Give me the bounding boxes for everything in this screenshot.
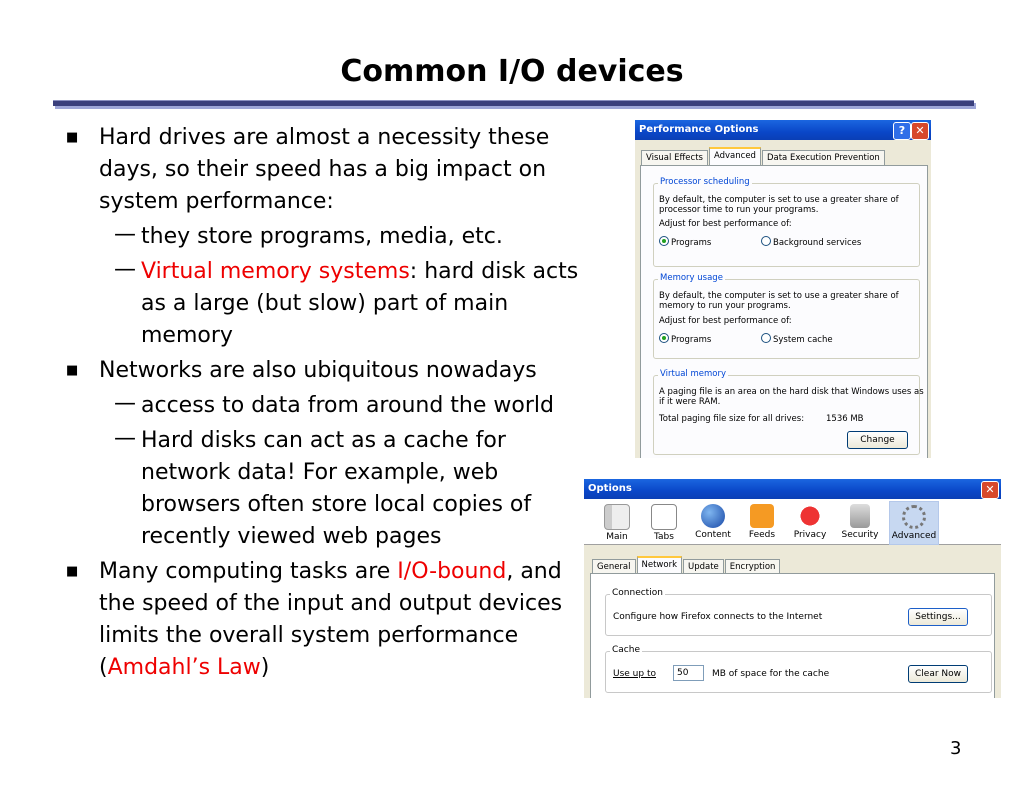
tab-strip — [592, 559, 781, 574]
group-legend: Virtual memory — [660, 369, 726, 379]
dash-bullet-icon: — — [114, 257, 136, 282]
tab-encryption[interactable]: Encryption — [725, 559, 781, 574]
radio-selected-icon — [659, 236, 669, 246]
radio-programs[interactable] — [659, 333, 711, 345]
cache-unit-label: MB of space for the cache — [712, 669, 830, 679]
square-bullet-icon: ■ — [66, 564, 79, 579]
tabs-icon — [651, 504, 677, 530]
cache-use-label: Use up to — [613, 669, 656, 679]
dash-bullet-icon: — — [114, 426, 136, 451]
slide-title: Common I/O devices — [340, 54, 684, 89]
square-bullet-icon: ■ — [66, 363, 79, 378]
dash-bullet-icon: — — [114, 222, 136, 247]
cache-size-input[interactable]: 50 — [673, 665, 704, 681]
sub-bullet-text: access to data from around the world — [141, 393, 554, 418]
group-description: if it were RAM. — [659, 397, 721, 407]
group-legend: Cache — [612, 645, 640, 655]
connection-group — [605, 588, 992, 636]
tool-label: Privacy — [793, 530, 827, 540]
group-description: memory to run your programs. — [659, 301, 791, 311]
dash-bullet-icon: — — [114, 391, 136, 416]
rss-feed-icon — [750, 504, 774, 528]
close-icon[interactable]: ✕ — [911, 122, 929, 140]
main-icon — [604, 504, 630, 530]
firefox-options-dialog — [584, 479, 1001, 698]
highlight-virtual-memory: Virtual memory systems — [141, 259, 410, 284]
lock-icon — [850, 504, 870, 528]
tool-feeds[interactable] — [738, 501, 786, 543]
page-number: 3 — [950, 738, 962, 759]
tool-label: Advanced — [891, 531, 937, 541]
sub-bullet-access — [66, 390, 596, 422]
group-description: By default, the computer is set to use a greater share of — [659, 195, 899, 205]
title-divider — [53, 100, 974, 106]
bullet-list — [66, 122, 596, 687]
bullet-text: , and the speed of the input and output devices limits the overall system performance ( — [99, 559, 563, 680]
tab-network[interactable]: Network — [637, 556, 683, 574]
radio-background-services[interactable] — [761, 236, 861, 248]
group-legend: Memory usage — [660, 273, 723, 283]
highlight-amdahls-law: Amdahl’s Law — [107, 655, 261, 680]
performance-options-dialog — [635, 120, 931, 458]
group-description: processor time to run your programs. — [659, 205, 819, 215]
dialog-title: Performance Options — [639, 124, 759, 135]
tool-label: Security — [841, 530, 879, 540]
sub-bullet-text: Hard disks can act as a cache for network data! For example, web browsers often store local copies of recently viewed web pages — [141, 428, 532, 549]
cache-group — [605, 645, 992, 693]
adjust-label: Adjust for best performance of: — [659, 316, 792, 326]
tool-label: Tabs — [654, 532, 674, 542]
bullet-networks — [66, 355, 596, 387]
tool-label: Main — [606, 532, 628, 542]
bullet-io-bound — [66, 556, 596, 684]
sub-bullet-text: they store programs, media, etc. — [141, 224, 503, 249]
radio-system-cache[interactable] — [761, 333, 833, 345]
tab-strip — [641, 150, 886, 165]
tool-label: Feeds — [748, 530, 776, 540]
paging-total-label: Total paging file size for all drives: — [659, 414, 805, 424]
tool-tabs[interactable] — [640, 501, 688, 543]
gear-icon — [902, 505, 926, 529]
tab-advanced[interactable]: Advanced — [709, 147, 761, 165]
processor-scheduling-group — [653, 177, 920, 267]
bullet-text: ) — [260, 655, 270, 680]
group-description: A paging file is an area on the hard disk that Windows uses as — [659, 387, 924, 397]
tab-general[interactable]: General — [592, 559, 636, 574]
radio-unselected-icon — [761, 333, 771, 343]
radio-label: System cache — [773, 335, 833, 345]
dialog-titlebar — [584, 479, 1001, 499]
tool-content[interactable] — [689, 501, 737, 543]
clear-now-button[interactable]: Clear Now — [908, 665, 968, 683]
settings-button[interactable]: Settings... — [908, 608, 968, 626]
dialog-title: Options — [588, 483, 632, 494]
group-legend: Connection — [612, 588, 663, 598]
tab-panel — [640, 165, 928, 458]
tool-privacy[interactable] — [786, 501, 834, 543]
sub-bullet-programs — [66, 221, 596, 253]
radio-programs[interactable] — [659, 236, 711, 248]
memory-usage-group — [653, 273, 920, 359]
sub-bullet-virtual-memory — [66, 256, 596, 352]
radio-label: Programs — [671, 238, 712, 248]
group-description: By default, the computer is set to use a greater share of — [659, 291, 899, 301]
bullet-text: Networks are also ubiquitous nowadays — [99, 358, 537, 383]
tab-data-execution-prevention[interactable]: Data Execution Prevention — [762, 150, 885, 165]
tool-security[interactable] — [836, 501, 884, 543]
square-bullet-icon: ■ — [66, 130, 79, 145]
highlight-io-bound: I/O-bound — [397, 559, 507, 584]
tab-visual-effects[interactable]: Visual Effects — [641, 150, 708, 165]
radio-unselected-icon — [761, 236, 771, 246]
help-icon[interactable]: ? — [893, 122, 911, 140]
bullet-hard-drives — [66, 122, 596, 218]
dialog-titlebar — [635, 120, 931, 140]
group-legend: Processor scheduling — [660, 177, 750, 187]
tool-advanced[interactable] — [889, 501, 939, 545]
adjust-label: Adjust for best performance of: — [659, 219, 792, 229]
close-icon[interactable]: ✕ — [981, 481, 999, 499]
globe-icon — [701, 504, 725, 528]
tool-label: Content — [695, 530, 731, 540]
paging-total-value: 1536 MB — [826, 414, 864, 424]
radio-selected-icon — [659, 333, 669, 343]
connection-description: Configure how Firefox connects to the Internet — [613, 612, 823, 622]
sub-bullet-text: : hard disk acts as a large (but slow) part of main memory — [141, 259, 579, 348]
options-toolbar — [584, 499, 1001, 545]
tab-update[interactable]: Update — [683, 559, 724, 574]
radio-label: Programs — [671, 335, 712, 345]
sub-bullet-cache — [66, 425, 596, 553]
bullet-text: Hard drives are almost a necessity these days, so their speed has a big impact on system performance: — [99, 125, 550, 214]
virtual-memory-group — [653, 369, 924, 455]
tab-panel — [590, 573, 995, 698]
change-button[interactable]: Change — [847, 431, 908, 449]
radio-label: Background services — [773, 238, 862, 248]
tool-main[interactable] — [593, 501, 641, 543]
bullet-text: Many computing tasks are — [99, 559, 398, 584]
privacy-icon — [798, 504, 822, 528]
